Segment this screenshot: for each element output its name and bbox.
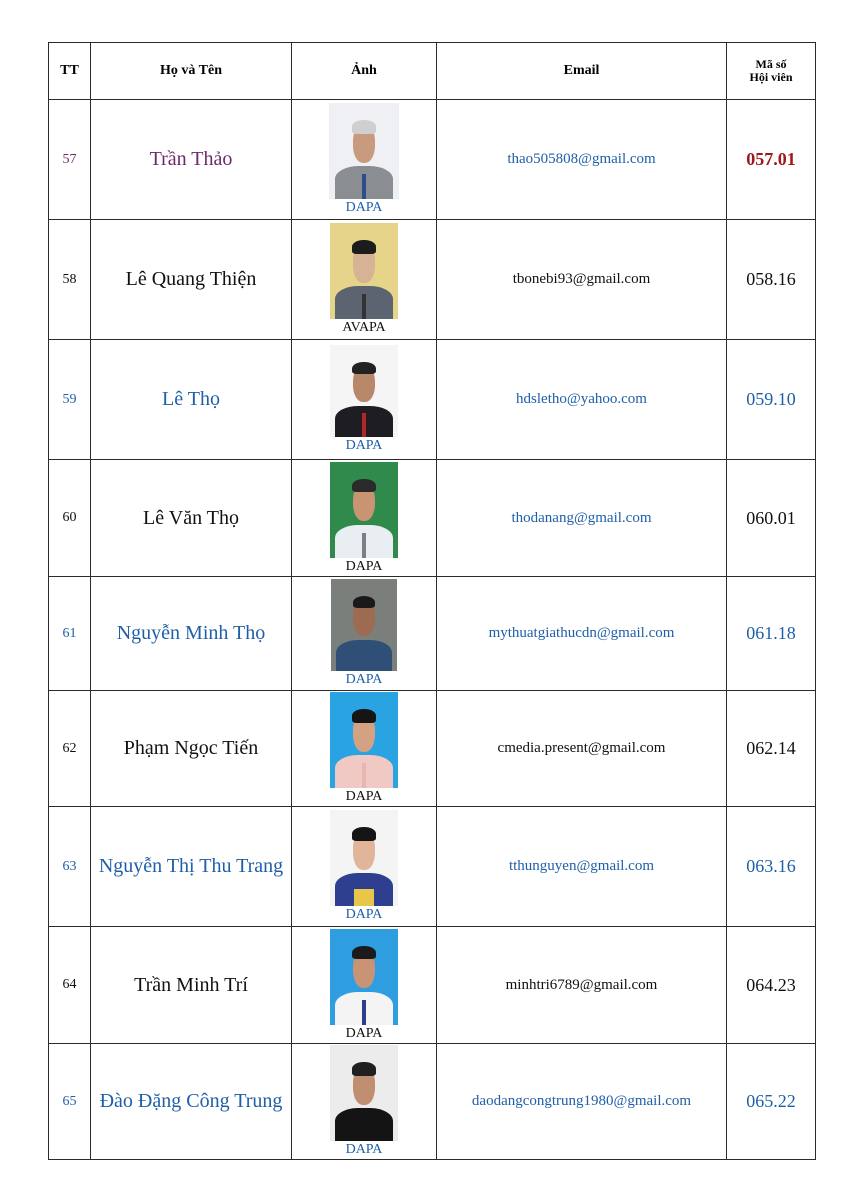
member-code: 064.23 [727, 927, 816, 1044]
table-row [49, 340, 816, 460]
email-link[interactable]: mythuatgiathucdn@gmail.com [437, 577, 727, 691]
member-name: Nguyễn Minh Thọ [91, 577, 292, 691]
header-email: Email [437, 43, 727, 100]
header-code-line2: Hội viên [749, 70, 793, 84]
email-link[interactable]: minhtri6789@gmail.com [437, 927, 727, 1044]
agency-label: DAPA [345, 907, 383, 922]
email-link[interactable]: daodangcongtrung1980@gmail.com [437, 1044, 727, 1160]
email-link[interactable]: thao505808@gmail.com [437, 100, 727, 220]
photo-cell [292, 100, 437, 220]
portrait-man-dark-suit-icon [330, 1045, 398, 1141]
portrait-woman-yellow-scarf-icon [330, 810, 398, 906]
photo-cell [292, 691, 437, 807]
row-number: 59 [49, 340, 91, 460]
portrait-young-man-glasses-icon [330, 223, 398, 319]
agency-label: AVAPA [342, 320, 386, 335]
header-tt: TT [49, 43, 91, 100]
header-member-code [727, 43, 816, 100]
row-number: 62 [49, 691, 91, 807]
member-name: Đào Đặng Công Trung [91, 1044, 292, 1160]
table-row [49, 691, 816, 807]
member-code: 065.22 [727, 1044, 816, 1160]
member-name: Lê Văn Thọ [91, 460, 292, 577]
member-code: 059.10 [727, 340, 816, 460]
member-name: Trần Thảo [91, 100, 292, 220]
photo-cell [292, 220, 437, 340]
portrait-man-white-shirt-icon [330, 929, 398, 1025]
row-number: 63 [49, 807, 91, 927]
header-name: Họ và Tên [91, 43, 292, 100]
agency-label: DAPA [345, 200, 383, 215]
agency-label: DAPA [345, 672, 383, 687]
member-code: 063.16 [727, 807, 816, 927]
table-row [49, 100, 816, 220]
email-link[interactable]: cmedia.present@gmail.com [437, 691, 727, 807]
email-link[interactable]: thodanang@gmail.com [437, 460, 727, 577]
member-name: Phạm Ngọc Tiến [91, 691, 292, 807]
table-row [49, 1044, 816, 1160]
portrait-man-blue-background-icon [330, 692, 398, 788]
email-link[interactable]: tbonebi93@gmail.com [437, 220, 727, 340]
portrait-man-green-background-icon [330, 462, 398, 558]
portrait-older-man-grey-suit-icon [329, 103, 399, 199]
member-code: 062.14 [727, 691, 816, 807]
agency-label: DAPA [345, 1025, 383, 1041]
member-table [48, 42, 816, 1160]
agency-label: DAPA [345, 789, 383, 804]
photo-cell [292, 807, 437, 927]
member-code: 057.01 [727, 100, 816, 220]
row-number: 58 [49, 220, 91, 340]
agency-label: DAPA [345, 1142, 383, 1157]
member-name: Trần Minh Trí [91, 927, 292, 1044]
table-row [49, 577, 816, 691]
member-name: Lê Thọ [91, 340, 292, 460]
row-number: 60 [49, 460, 91, 577]
email-link[interactable]: hdsletho@yahoo.com [437, 340, 727, 460]
photo-cell [292, 1044, 437, 1160]
header-code-line1: Mã số [755, 57, 787, 71]
member-code: 058.16 [727, 220, 816, 340]
portrait-man-red-tie-icon [330, 345, 398, 437]
member-name: Nguyễn Thị Thu Trang [91, 807, 292, 927]
portrait-man-denim-shirt-icon [331, 579, 397, 671]
member-name: Lê Quang Thiện [91, 220, 292, 340]
photo-cell [292, 460, 437, 577]
table-row [49, 927, 816, 1044]
header-photo: Ảnh [292, 43, 437, 100]
table-row [49, 807, 816, 927]
row-number: 61 [49, 577, 91, 691]
member-code: 060.01 [727, 460, 816, 577]
row-number: 64 [49, 927, 91, 1044]
email-link[interactable]: tthunguyen@gmail.com [437, 807, 727, 927]
table-row [49, 220, 816, 340]
header-row [49, 43, 816, 100]
photo-cell [292, 577, 437, 691]
row-number: 65 [49, 1044, 91, 1160]
row-number: 57 [49, 100, 91, 220]
agency-label: DAPA [345, 438, 383, 453]
agency-label: DAPA [345, 558, 383, 574]
member-code: 061.18 [727, 577, 816, 691]
table-row [49, 460, 816, 577]
photo-cell [292, 340, 437, 460]
photo-cell [292, 927, 437, 1044]
